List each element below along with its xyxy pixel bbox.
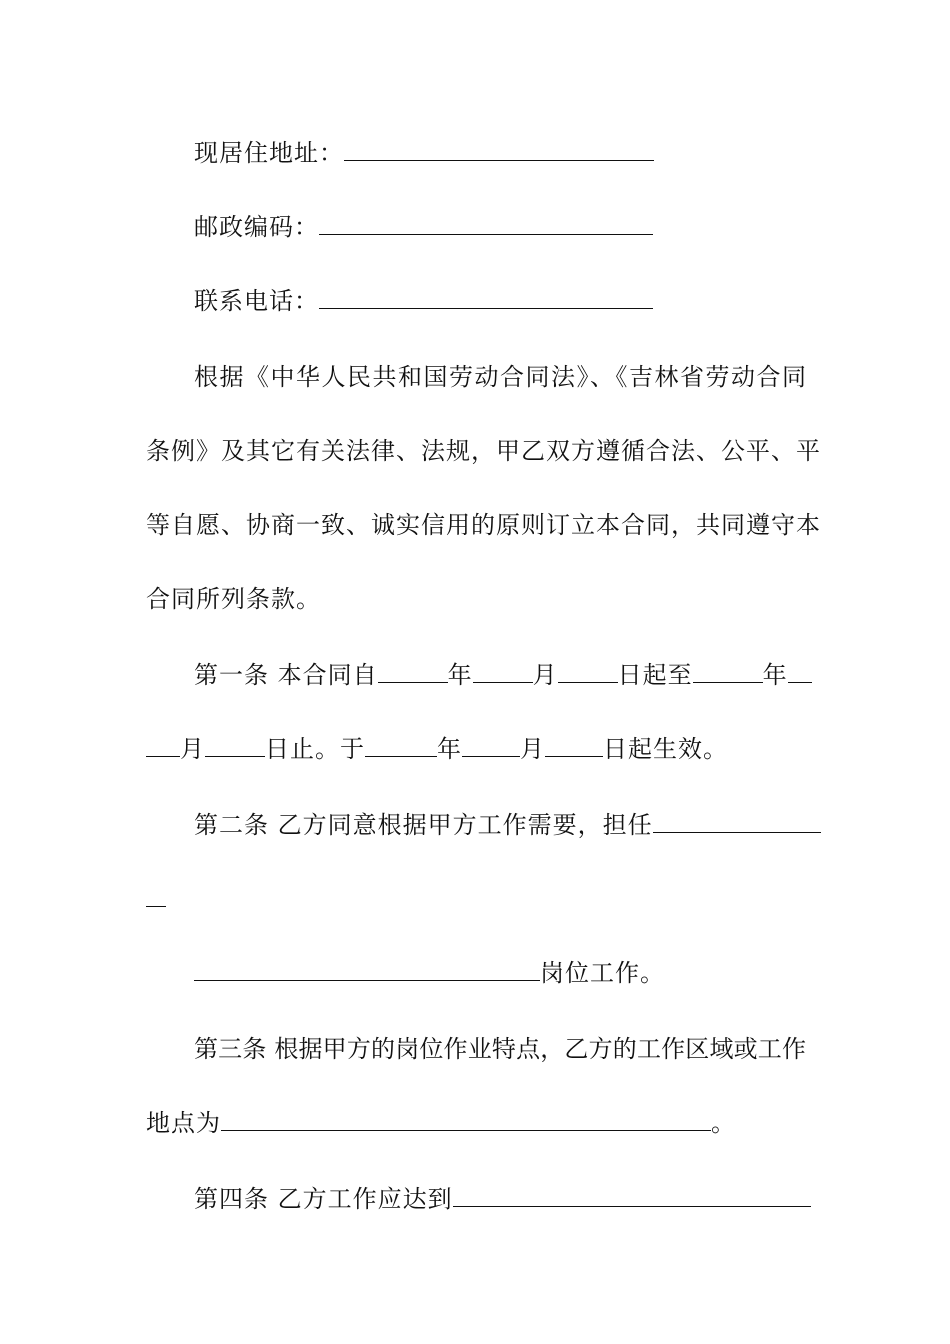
article-3-end: 。 [711,1109,736,1137]
article-4-head: 第四条 乙方工作应达到 [194,1185,453,1213]
article-2-tail: 岗位工作。 [540,959,665,987]
postal-blank[interactable] [319,214,653,235]
end-month-blank-part[interactable] [788,662,812,683]
effective-year-blank[interactable] [365,736,437,757]
day-label: 日起生效。 [603,735,728,763]
start-year-blank[interactable] [378,662,448,683]
article-1-line-1 [194,660,812,690]
address-blank[interactable] [344,140,654,161]
article-3-line-1: 第三条 根据甲方的岗位作业特点，乙方的工作区域或工作 [194,1035,806,1063]
article-4-line-1 [194,1184,811,1214]
position-blank[interactable] [653,812,821,833]
month-label: 月 [532,661,558,689]
start-month-blank[interactable] [473,662,533,683]
year-label: 年 [762,661,788,689]
preamble-line-4: 合同所列条款。 [146,585,321,613]
end-day-blank[interactable] [205,736,265,757]
address-label: 现居住地址： [194,139,344,167]
effective-month-blank[interactable] [462,736,520,757]
article-2-line-1 [194,810,821,840]
day-label: 日起至 [617,661,693,689]
article-3-line-2 [146,1108,736,1138]
postal-label: 邮政编码： [194,213,319,241]
end-month-blank[interactable] [146,736,180,757]
start-day-blank[interactable] [558,662,618,683]
preamble-line-2: 条例》及其它有关法律、法规，甲乙双方遵循合法、公平、平 [146,437,821,465]
year-label: 年 [447,661,473,689]
position-name-blank[interactable] [194,960,540,981]
postal-field-row [194,212,653,242]
preamble-line-1: 根据《中华人民共和国劳动合同法》、《吉林省劳动合同 [194,363,806,391]
work-location-blank[interactable] [221,1110,711,1131]
work-standard-blank[interactable] [453,1186,811,1207]
month-label: 月 [180,735,205,763]
article-3-location-label: 地点为 [146,1109,221,1137]
phone-label: 联系电话： [194,287,319,315]
day-label: 日止。于 [265,735,365,763]
article-1-head: 第一条 本合同自 [194,661,378,689]
preamble-line-3: 等自愿、协商一致、诚实信用的原则订立本合同，共同遵守本 [146,511,821,539]
article-2-line-2 [146,884,166,914]
address-field-row [194,138,654,168]
phone-field-row [194,286,653,316]
phone-blank[interactable] [319,288,653,309]
effective-day-blank[interactable] [545,736,603,757]
article-1-line-2 [146,734,728,764]
end-year-blank[interactable] [693,662,763,683]
month-label: 月 [520,735,545,763]
year-label: 年 [437,735,462,763]
article-2-line-3 [194,958,665,988]
article-2-head: 第二条 乙方同意根据甲方工作需要，担任 [194,811,653,839]
position-blank-cont[interactable] [146,886,166,907]
